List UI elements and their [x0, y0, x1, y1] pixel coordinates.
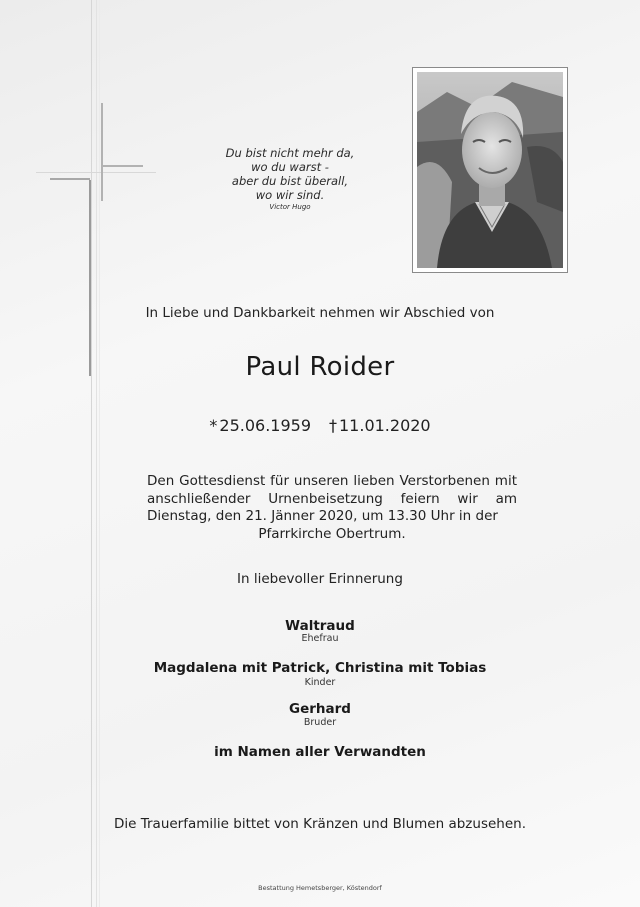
funeral-home-footer: Bestattung Hemetsberger, Köstendorf [258, 884, 382, 892]
service-body: Den Gottesdienst für unseren lieben Verstorbenen mit anschließender Urnenbeisetzung feiern wir am Dienstag, den 21. Jänner 2020, um 13.30 Uhr in der [147, 473, 517, 524]
death-symbol: † [329, 416, 337, 435]
portrait-photo [412, 67, 568, 273]
quote-line: Du bist nicht mehr da, [225, 146, 355, 160]
mourner-name: Magdalena mit Patrick, Christina mit Tobias [153, 660, 487, 676]
service-location: Pfarrkirche Obertrum. [258, 525, 406, 542]
quote [210, 146, 370, 213]
life-dates [0, 416, 640, 435]
mourner-name: Gerhard [289, 701, 351, 717]
mourner-relation: Ehefrau [301, 633, 339, 644]
decorative-rule [91, 0, 92, 907]
flowers-notice: Die Trauerfamilie bittet von Kränzen und Blumen abzusehen. [113, 816, 526, 832]
quote-author: Victor Hugo [269, 203, 311, 211]
quote-line: wo wir sind. [255, 188, 325, 202]
quote-line: aber du bist überall, [231, 174, 349, 188]
portrait-image [417, 72, 563, 268]
deceased-name: Paul Roider [245, 352, 395, 382]
service-text [147, 473, 517, 543]
decorative-rule [96, 0, 97, 907]
quote-line: wo du warst - [251, 160, 329, 174]
mourner-relation: Bruder [303, 717, 337, 728]
birth-date: * 25.06.1959 [209, 416, 311, 435]
relatives-text: im Namen aller Verwandten [214, 744, 426, 760]
mourner-name: Waltraud [285, 618, 355, 634]
memory-text: In liebevoller Erinnerung [237, 571, 403, 587]
death-date: † 11.01.2020 [329, 416, 431, 435]
mourner-relation: Kinder [304, 677, 336, 688]
decorative-rule [99, 0, 100, 907]
intro-text: In Liebe und Dankbarkeit nehmen wir Abschied von [145, 305, 495, 321]
birth-symbol: * [209, 416, 218, 435]
